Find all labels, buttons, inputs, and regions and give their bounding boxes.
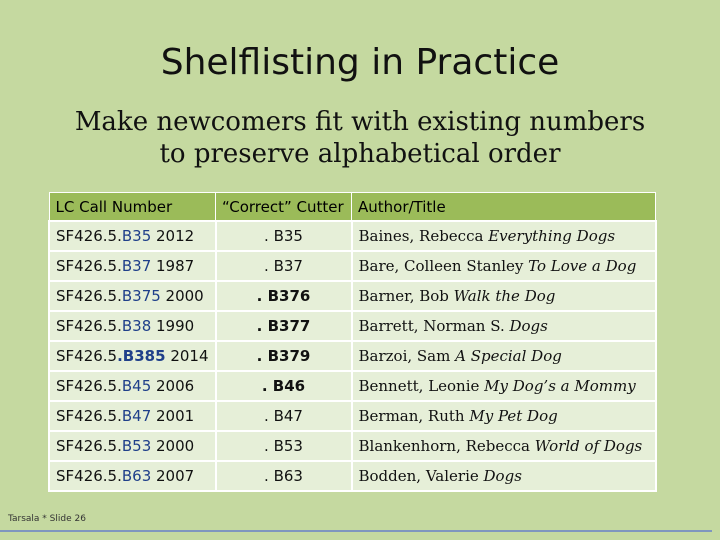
book-title: World of Dogs <box>534 437 643 455</box>
author-title-cell <box>352 311 656 341</box>
author-name: Barzoi, Sam <box>358 347 456 365</box>
table-row <box>49 221 656 251</box>
author-name: Bennett, Leonie <box>358 377 485 395</box>
call-year: 2000 <box>160 287 204 305</box>
slide-subtitle <box>60 106 660 170</box>
lc-call-number-cell <box>49 281 216 311</box>
lc-call-number-cell <box>49 431 216 461</box>
correct-cutter-cell: . B379 <box>216 341 352 371</box>
header-correct-cutter: “Correct” Cutter <box>216 193 352 222</box>
call-prefix: SF426.5. <box>56 287 122 305</box>
author-name: Barrett, Norman S. <box>358 317 510 335</box>
author-name: Bare, Colleen Stanley <box>358 257 529 275</box>
table-row <box>49 341 656 371</box>
author-name: Blankenhorn, Rebecca <box>358 437 535 455</box>
book-title: My Dog’s a Mommy <box>484 377 636 395</box>
author-name: Bodden, Valerie <box>358 467 484 485</box>
correct-cutter-cell: . B376 <box>216 281 352 311</box>
lc-call-number-cell <box>49 401 216 431</box>
call-prefix: SF426.5 <box>56 347 118 365</box>
book-title: Walk the Dog <box>453 287 556 305</box>
call-year: 2014 <box>165 347 209 365</box>
book-title: Everything Dogs <box>488 227 616 245</box>
call-cutter: B37 <box>121 257 152 275</box>
lc-call-number-cell <box>49 371 216 401</box>
table-row <box>49 431 656 461</box>
lc-call-number-cell <box>49 251 216 281</box>
slide-title: Shelflisting in Practice <box>160 42 560 83</box>
shelflist-table <box>48 192 657 492</box>
call-year: 2012 <box>151 227 195 245</box>
call-prefix: SF426.5. <box>56 257 122 275</box>
book-title: My Pet Dog <box>469 407 558 425</box>
call-year: 2000 <box>151 437 195 455</box>
author-title-cell <box>352 431 656 461</box>
lc-call-number-cell <box>49 461 216 491</box>
author-title-cell <box>352 401 656 431</box>
slide-footer: Tarsala * Slide 26 <box>8 514 86 524</box>
correct-cutter-cell: . B46 <box>216 371 352 401</box>
author-title-cell <box>352 461 656 491</box>
call-prefix: SF426.5. <box>56 227 122 245</box>
lc-call-number-cell <box>49 221 216 251</box>
call-cutter: B53 <box>121 437 152 455</box>
call-year: 1990 <box>151 317 195 335</box>
author-name: Baines, Rebecca <box>358 227 489 245</box>
call-prefix: SF426.5. <box>56 377 122 395</box>
correct-cutter-cell: . B37 <box>216 251 352 281</box>
book-title: To Love a Dog <box>528 257 637 275</box>
table-row <box>49 251 656 281</box>
table-header-row <box>49 193 656 222</box>
call-year: 1987 <box>151 257 195 275</box>
header-lc-call-number: LC Call Number <box>49 193 216 222</box>
correct-cutter-cell: . B377 <box>216 311 352 341</box>
correct-cutter-cell: . B35 <box>216 221 352 251</box>
author-title-cell <box>352 221 656 251</box>
call-cutter: B375 <box>121 287 161 305</box>
correct-cutter-cell: . B47 <box>216 401 352 431</box>
header-author-title: Author/Title <box>352 193 656 222</box>
book-title: Dogs <box>483 467 522 485</box>
table-row <box>49 371 656 401</box>
call-prefix: SF426.5. <box>56 437 122 455</box>
author-title-cell <box>352 251 656 281</box>
call-cutter: B35 <box>121 227 152 245</box>
correct-cutter-cell: . B63 <box>216 461 352 491</box>
call-cutter: B38 <box>121 317 152 335</box>
lc-call-number-cell <box>49 341 216 371</box>
table-row <box>49 401 656 431</box>
author-name: Barner, Bob <box>358 287 454 305</box>
author-title-cell <box>352 371 656 401</box>
table-row <box>49 281 656 311</box>
correct-cutter-cell: . B53 <box>216 431 352 461</box>
call-prefix: SF426.5. <box>56 407 122 425</box>
lc-call-number-cell <box>49 311 216 341</box>
call-year: 2006 <box>151 377 195 395</box>
author-title-cell <box>352 341 656 371</box>
author-name: Berman, Ruth <box>358 407 470 425</box>
subtitle-line-1: Make newcomers fit with existing numbers <box>74 107 646 137</box>
call-cutter: B63 <box>121 467 152 485</box>
call-prefix: SF426.5. <box>56 467 122 485</box>
author-title-cell <box>352 281 656 311</box>
table-row <box>49 461 656 491</box>
call-cutter: B45 <box>121 377 152 395</box>
call-cutter: .B385 <box>117 347 166 365</box>
call-cutter: B47 <box>121 407 152 425</box>
book-title: Dogs <box>509 317 548 335</box>
call-prefix: SF426.5. <box>56 317 122 335</box>
call-year: 2001 <box>151 407 195 425</box>
book-title: A Special Dog <box>455 347 562 365</box>
subtitle-line-2: to preserve alphabetical order <box>159 139 561 169</box>
bottom-rule <box>0 530 712 532</box>
table-row <box>49 311 656 341</box>
call-year: 2007 <box>151 467 195 485</box>
